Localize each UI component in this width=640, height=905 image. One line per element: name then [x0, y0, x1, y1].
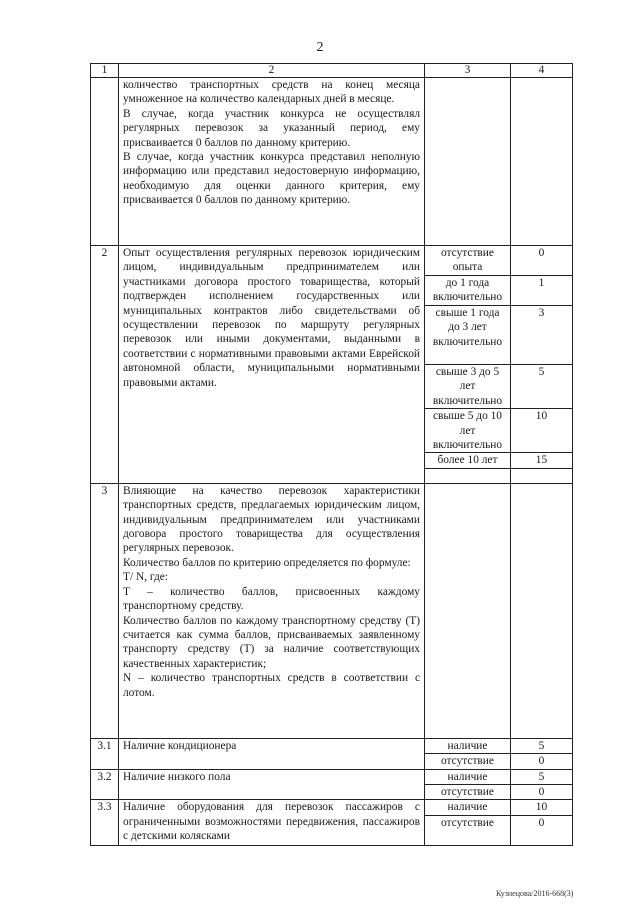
- row-number: 3.2: [91, 769, 119, 800]
- paragraph: Количество баллов по критерию определяется по формуле:: [123, 556, 411, 569]
- paragraph: T – количество баллов, присвоенных каждому транспортному средству.: [123, 585, 420, 613]
- header-cell-4: 4: [511, 64, 573, 78]
- option-label: отсутствие: [425, 815, 511, 845]
- row-number: [91, 78, 119, 246]
- paragraph: количество транспортных средств на конец месяца умноженное на количество календарных дней в месяце.: [123, 79, 420, 106]
- table-header-row: [91, 64, 573, 78]
- option-score: 1: [511, 276, 573, 306]
- table-row-3: [91, 483, 573, 738]
- option-score: 0: [511, 246, 573, 276]
- table-row-3-2: [91, 769, 573, 784]
- option-label: свыше 1 года до 3 лет включительно: [425, 306, 511, 365]
- paragraph: В случае, когда участник конкурса представил неполную информацию или представил недостоверную информацию, необходимую для оценки данного критерия, ему присваивается 0 баллов по данному критерию.: [123, 151, 420, 207]
- header-cell-3: 3: [425, 64, 511, 78]
- row-number: 3.3: [91, 800, 119, 845]
- criterion-description: Наличие оборудования для перевозок пассажиров с ограниченными возможностями передвижения, пассажиров с детскими колясками: [119, 800, 425, 845]
- option-cell: [425, 78, 511, 246]
- header-cell-1: 1: [91, 64, 119, 78]
- paragraph: Влияющие на качество перевозок характеристики транспортных средств, предлагаемых юридическим лицом, индивидуальным предпринимателем или участниками договора простого товарищества для осуществления регулярных перевозок.: [123, 484, 420, 555]
- option-score: 0: [511, 815, 573, 845]
- option-label: наличие: [425, 800, 511, 815]
- header-cell-2: 2: [119, 64, 425, 78]
- option-score: 3: [511, 306, 573, 365]
- criterion-description: Наличие низкого пола: [119, 769, 425, 800]
- paragraph: В случае, когда участник конкурса не осуществлял регулярных перевозок за указанный период, ему присваивается 0 баллов по данному критерию.: [123, 107, 420, 149]
- page-number: 2: [316, 40, 324, 55]
- option-label: [425, 468, 511, 483]
- table-row-continuation: [91, 78, 573, 246]
- option-label: более 10 лет: [425, 453, 511, 468]
- option-score: [511, 468, 573, 483]
- option-score: 5: [511, 365, 573, 409]
- document-footer-code: Кузнецова/2016-668(3): [496, 889, 574, 898]
- table-row-2: [91, 246, 573, 276]
- criterion-description: [119, 78, 425, 246]
- row-number: 3.1: [91, 738, 119, 769]
- option-score: 10: [511, 409, 573, 453]
- paragraph: Количество баллов по каждому транспортному средству (T) считается как сумма баллов, присваиваемых заявленному транспорту средству (T) за наличие соответствующих качественных характеристик;: [123, 614, 420, 670]
- option-label: свыше 5 до 10 лет включительно: [425, 409, 511, 453]
- option-label: наличие: [425, 769, 511, 784]
- option-label: свыше 3 до 5 лет включительно: [425, 365, 511, 409]
- option-label: наличие: [425, 738, 511, 753]
- table-row-3-3: [91, 800, 573, 815]
- option-score: 5: [511, 769, 573, 784]
- criterion-description: Наличие кондиционера: [119, 738, 425, 769]
- option-score: 0: [511, 754, 573, 769]
- paragraph: T/ N, где:: [123, 571, 169, 584]
- score-cell: [511, 78, 573, 246]
- option-score: 5: [511, 738, 573, 753]
- criterion-description: [119, 483, 425, 738]
- table-row-3-1: [91, 738, 573, 753]
- option-score: 0: [511, 785, 573, 800]
- option-score: 15: [511, 453, 573, 468]
- option-cell: [425, 483, 511, 738]
- option-score: 10: [511, 800, 573, 815]
- row-number: 2: [91, 246, 119, 484]
- option-label: отсутствие опыта: [425, 246, 511, 276]
- score-cell: [511, 483, 573, 738]
- criterion-description: Опыт осуществления регулярных перевозок юридическим лицом, индивидуальным предпринимателем или участниками договора простого товарищества, который подтвержден исполнением государственных или муниципальных контрактов либо свидетельствами об осуществлении перевозок по маршруту регулярных перевозок или иными документами, выданными в соответствии с нормативными правовыми актами Еврейской автономной области, муниципальными нормативными правовыми актами.: [119, 246, 425, 484]
- criteria-table: [90, 63, 573, 846]
- option-label: до 1 года включительно: [425, 276, 511, 306]
- paragraph: N – количество транспортных средств в соответствии с лотом.: [123, 672, 420, 699]
- row-number: 3: [91, 483, 119, 738]
- option-label: отсутствие: [425, 754, 511, 769]
- option-label: отсутствие: [425, 785, 511, 800]
